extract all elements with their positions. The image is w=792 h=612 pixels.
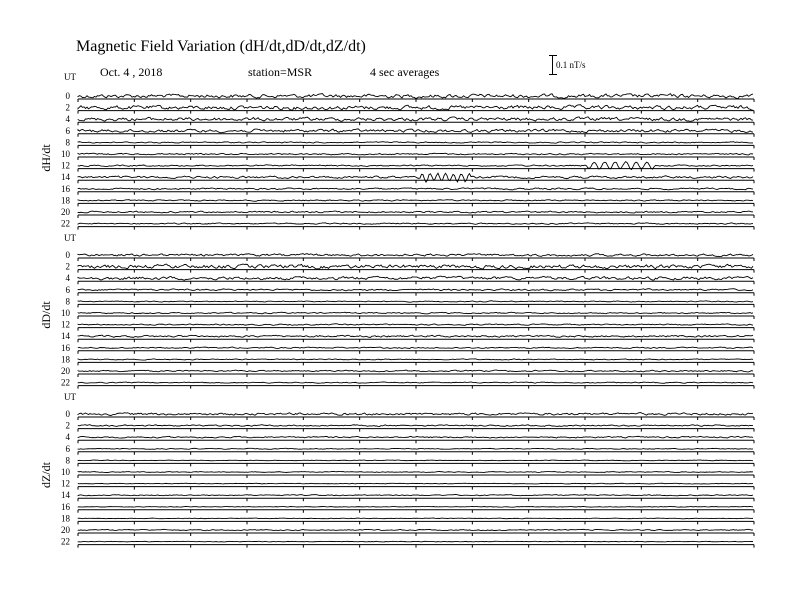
row-hour-label: 12	[61, 319, 70, 330]
signal-trace	[78, 494, 753, 495]
signal-trace	[78, 211, 753, 213]
signal-trace	[78, 436, 753, 438]
row-hour-label: 22	[61, 377, 70, 388]
row-hour-label: 0	[65, 250, 70, 260]
row-hour-label: 20	[61, 525, 70, 535]
signal-trace	[78, 370, 753, 372]
signal-trace	[78, 541, 753, 542]
row-hour-label: 14	[61, 172, 70, 183]
row-hour-label: 20	[61, 207, 70, 217]
row-hour-label: 16	[61, 342, 70, 353]
row-hour-label: 6	[65, 443, 70, 454]
row-hour-label: 12	[61, 478, 70, 489]
ut-axis-label: UT	[64, 233, 76, 243]
row-hour-label: 0	[65, 409, 70, 419]
signal-trace	[78, 471, 753, 472]
signal-trace	[78, 529, 753, 530]
row-hour-label: 22	[61, 218, 70, 229]
signal-trace	[78, 223, 753, 225]
signal-trace	[78, 347, 753, 349]
ut-axis-label: UT	[64, 72, 76, 82]
row-hour-label: 12	[61, 160, 70, 171]
signal-trace	[78, 413, 753, 416]
signal-trace	[78, 335, 753, 337]
component-axis-label: dZ/dt	[39, 462, 53, 488]
row-hour-label: 22	[61, 536, 70, 547]
signal-trace	[78, 359, 753, 360]
row-hour-label: 14	[61, 490, 70, 501]
row-hour-label: 8	[65, 137, 70, 148]
signal-trace	[78, 142, 753, 143]
row-hour-label: 8	[65, 296, 70, 307]
row-hour-label: 14	[61, 331, 70, 342]
row-hour-label: 4	[65, 273, 70, 284]
signal-trace	[78, 153, 753, 155]
signal-trace	[78, 301, 753, 302]
ut-axis-label: UT	[64, 392, 76, 402]
row-hour-label: 16	[61, 183, 70, 194]
signal-trace	[78, 460, 753, 461]
signal-trace	[78, 518, 753, 519]
signal-trace	[78, 94, 753, 99]
component-axis-label: dD/dt	[39, 301, 53, 329]
row-hour-label: 10	[61, 308, 70, 318]
row-hour-label: 18	[61, 513, 70, 524]
row-hour-label: 10	[61, 467, 70, 477]
signal-trace	[78, 200, 753, 202]
signal-trace	[78, 264, 753, 269]
component-axis-label: dH/dt	[39, 144, 53, 172]
row-hour-label: 0	[65, 91, 70, 101]
row-hour-label: 20	[61, 366, 70, 376]
row-hour-label: 18	[61, 195, 70, 206]
signal-trace	[78, 483, 753, 484]
signal-trace	[78, 382, 753, 383]
signal-trace	[78, 324, 753, 326]
signal-trace	[78, 312, 753, 314]
signal-trace	[78, 276, 753, 280]
signal-trace	[78, 254, 753, 257]
station-label: station=MSR	[248, 65, 313, 79]
signal-trace	[78, 105, 753, 111]
signal-trace	[78, 117, 753, 122]
signal-trace	[78, 289, 753, 291]
row-hour-label: 4	[65, 432, 70, 443]
scale-label: 0.1 nT/s	[556, 60, 586, 70]
row-hour-label: 6	[65, 284, 70, 295]
row-hour-label: 18	[61, 354, 70, 365]
row-hour-label: 2	[65, 102, 70, 113]
row-hour-label: 8	[65, 455, 70, 466]
signal-trace	[78, 506, 753, 507]
row-hour-label: 6	[65, 125, 70, 136]
row-hour-label: 2	[65, 261, 70, 272]
row-hour-label: 4	[65, 114, 70, 125]
averaging-label: 4 sec averages	[370, 65, 440, 79]
row-hour-label: 2	[65, 420, 70, 431]
row-hour-label: 10	[61, 149, 70, 159]
signal-trace	[78, 425, 753, 427]
chart-title: Magnetic Field Variation (dH/dt,dD/dt,dZ/dt)	[76, 38, 366, 55]
row-hour-label: 16	[61, 501, 70, 512]
signal-trace	[78, 129, 753, 133]
signal-trace	[78, 188, 753, 190]
signal-trace	[78, 448, 753, 449]
date-label: Oct. 4 , 2018	[100, 65, 163, 79]
